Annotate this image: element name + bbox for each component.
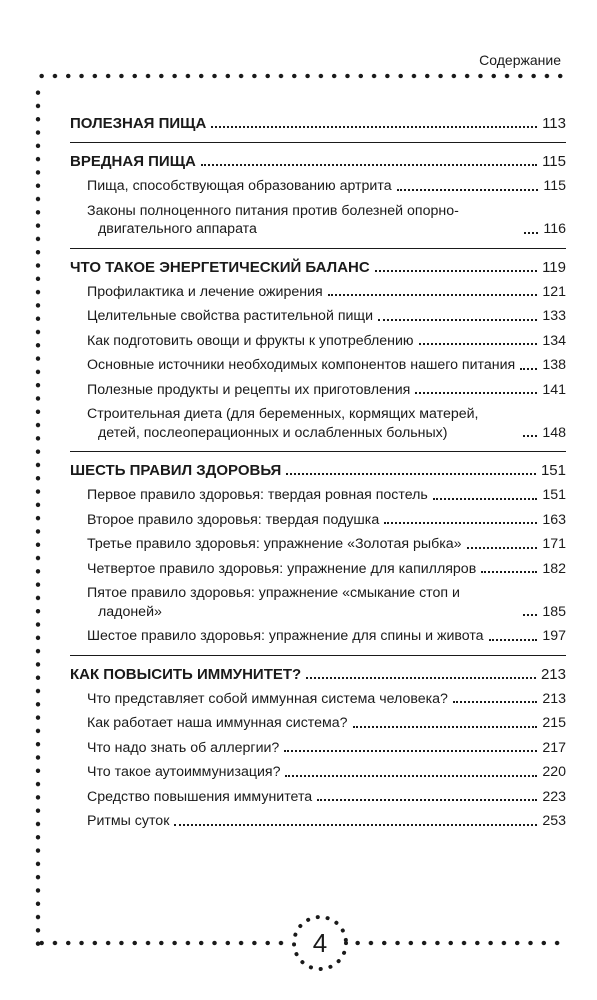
toc-item[interactable] [87,486,566,505]
toc-item[interactable] [87,627,566,646]
toc-page-number: 217 [542,739,566,756]
toc-item[interactable] [87,405,566,442]
dotted-border-left [35,86,41,946]
dot-leader [523,435,537,437]
toc-page-number: 119 [542,258,566,276]
toc-item-title: Первое правило здоровья: твердая ровная постель [87,487,428,503]
toc-page-number: 163 [542,511,566,528]
toc-item[interactable] [87,763,566,782]
toc-item-title: Что надо знать об аллергии? [87,739,280,756]
toc-item-title: Третье правило здоровья: упражнение «Золотая рыбка» [87,536,462,552]
toc-section [70,258,566,453]
dot-leader [375,270,537,272]
toc-item[interactable] [87,307,566,326]
table-of-contents [70,114,566,831]
toc-item-title: Четвертое правило здоровья: упражнение для капилляров [87,560,477,577]
toc-section-title: ПОЛЕЗНАЯ ПИЩА [70,115,207,132]
toc-item-title: Целительные свойства растительной пищи [87,308,374,324]
toc-page-number: 185 [542,603,566,620]
toc-item[interactable] [87,356,566,375]
toc-item-title: Законы полноценного питания против болезней опорно-двигательного аппарата [87,202,459,237]
toc-item[interactable] [87,739,566,758]
toc-item-title: Шестое правило здоровья: упражнение для спины и живота [87,628,484,644]
toc-item[interactable] [87,788,566,807]
dot-leader [481,571,537,573]
toc-section-title: ШЕСТЬ ПРАВИЛ ЗДОРОВЬЯ [70,462,282,479]
toc-item-title: Ритмы суток [87,813,170,829]
toc-item[interactable] [87,812,566,831]
toc-page-number: 138 [542,357,566,373]
toc-item-title: Второе правило здоровья: твердая подушка [87,511,380,528]
dotted-border-bottom-right [351,940,565,946]
toc-page-number: 148 [542,424,566,441]
dot-leader [353,726,538,728]
toc-page-number: 213 [542,690,566,707]
dot-leader [174,824,537,826]
toc-item-title: Строительная диета (для беременных, кормящих матерей, детей, послеоперационных и ослабленных больных) [87,406,479,441]
toc-page-number: 151 [540,462,566,479]
toc-section-title: КАК ПОВЫСИТЬ ИММУНИТЕТ? [70,665,302,683]
toc-item[interactable] [87,202,566,239]
toc-item-title: Средство повышения иммунитета [87,788,313,805]
toc-section [70,114,566,143]
dot-leader [317,799,537,801]
toc-page-number: 133 [542,308,566,324]
toc-page-number: 115 [543,178,566,194]
toc-item-title: Как подготовить овощи и фрукты к употреблению [87,332,414,349]
dot-leader [201,164,537,166]
toc-page-number: 220 [542,764,566,780]
toc-item[interactable] [87,283,566,302]
toc-page-number: 121 [542,283,566,300]
dotted-border-bottom-left [35,940,285,946]
toc-page-number: 182 [542,560,566,577]
toc-item[interactable] [87,690,566,709]
toc-item-title: Основные источники необходимых компонентов нашего питания [87,357,516,373]
toc-item[interactable] [87,177,566,196]
toc-item[interactable] [87,381,566,400]
toc-page-number: 215 [542,715,566,731]
toc-page-number: 253 [542,813,566,829]
toc-section [70,461,566,656]
toc-page-number: 141 [542,381,566,398]
toc-item-title: Профилактика и лечение ожирения [87,283,323,300]
dotted-border-top [35,73,565,79]
dot-leader [433,498,538,500]
toc-item-title: Полезные продукты и рецепты их приготовления [87,381,411,398]
dot-leader [284,750,537,752]
toc-page-number: 223 [542,788,566,805]
toc-item-title: Как работает наша иммунная система? [87,715,348,731]
dot-leader [328,294,538,296]
toc-section-title: ВРЕДНАЯ ПИЩА [70,153,196,170]
dot-leader [453,701,537,703]
toc-section-heading[interactable] [70,461,566,480]
running-head: Содержание [479,52,561,68]
toc-page-number: 115 [542,153,566,170]
dot-leader [467,547,538,549]
dot-leader [285,775,537,777]
toc-page-number: 113 [542,115,566,132]
dot-leader [415,392,537,394]
dot-leader [523,614,537,616]
toc-item-title: Что такое аутоиммунизация? [87,764,281,780]
toc-page-number: 134 [542,332,566,349]
toc-item[interactable] [87,332,566,351]
dot-leader [489,639,538,641]
toc-item[interactable] [87,535,566,554]
page-number: 4 [312,928,328,958]
toc-page-number: 171 [542,536,566,552]
toc-page-number: 116 [543,221,566,237]
toc-item-title: Пища, способствующая образованию артрита [87,178,392,194]
toc-page-number: 197 [542,628,566,644]
toc-section [70,152,566,249]
toc-section-title: ЧТО ТАКОЕ ЭНЕРГЕТИЧЕСКИЙ БАЛАНС [70,258,370,276]
toc-item[interactable] [87,511,566,530]
toc-section-heading[interactable] [70,665,566,684]
dot-leader [378,319,537,321]
toc-item-title: Пятое правило здоровья: упражнение «смыкание стоп и ладоней» [87,585,460,620]
toc-item[interactable] [87,560,566,579]
dot-leader [520,368,537,370]
dot-leader [384,522,537,524]
dot-leader [397,189,539,191]
toc-section-heading[interactable] [70,152,566,171]
toc-item-title: Что представляет собой иммунная система человека? [87,690,448,707]
toc-section-heading[interactable] [70,114,566,133]
dot-leader [524,232,538,234]
toc-item[interactable] [87,584,566,621]
dot-leader [419,343,538,345]
toc-section [70,665,566,831]
toc-item[interactable] [87,714,566,733]
toc-page-number: 151 [542,487,566,503]
dot-leader [306,677,536,679]
toc-page-number: 213 [540,665,566,683]
toc-section-heading[interactable] [70,258,566,277]
dot-leader [211,126,537,128]
dot-leader [286,473,536,475]
